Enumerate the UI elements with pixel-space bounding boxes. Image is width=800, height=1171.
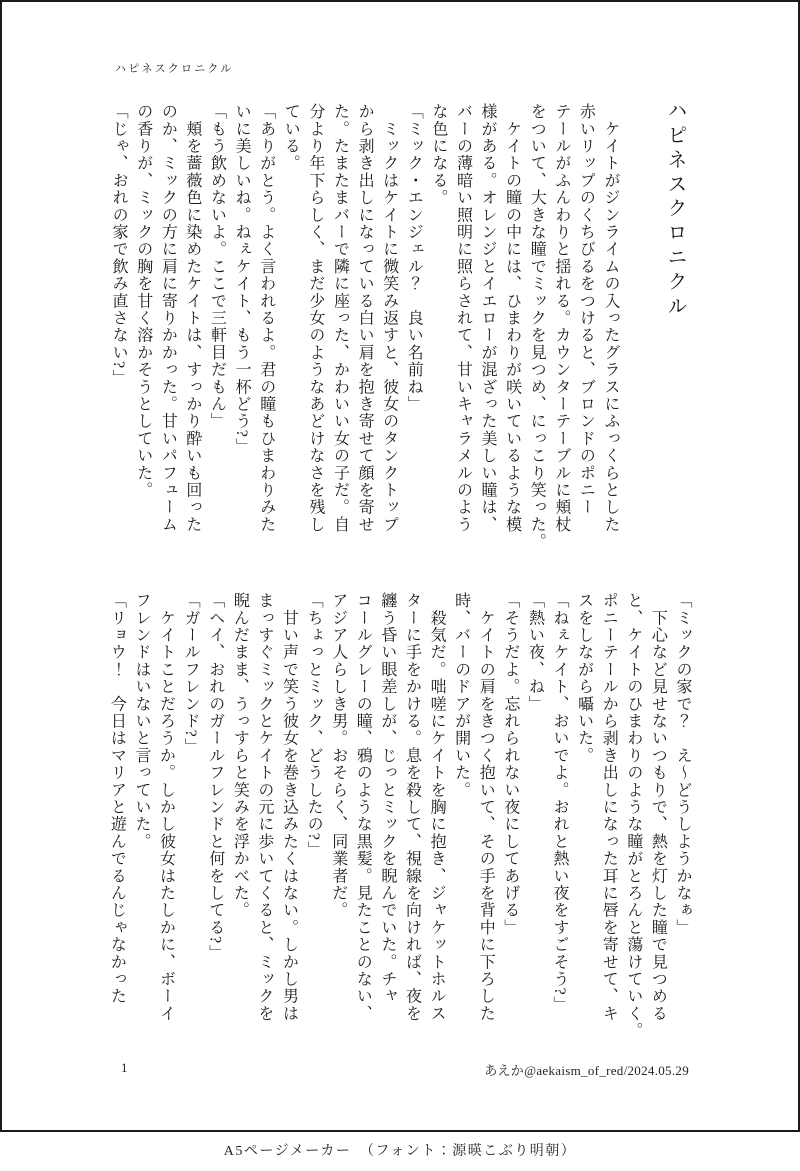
text-line: 「リョウ！ 今日はマリアと遊んでるんじゃなかった (108, 592, 126, 1005)
text-line: 時、バーのドアが開いた。 (452, 592, 470, 799)
text-line: 「ありがとう。よく言われるよ。君の瞳もひまわりみた (257, 103, 275, 533)
text-line: アジア人らしき男。おそらく、同業者だ。 (329, 592, 347, 919)
text-line: 睨んだまま、うっすらと笑みを浮かべた。 (231, 592, 249, 919)
text-line: 赤いリップのくちびるをつけると、ブロンドのポニー (577, 103, 595, 516)
page-number: 1 (121, 1060, 128, 1075)
text-line: と、ケイトのひまわりのような瞳がとろんと蕩けていく。 (624, 592, 642, 1040)
text-line: から剥き出しになっている白い肩を抱き寄せて顔を寄せ (356, 103, 374, 533)
text-line: 「じゃ、おれの家で飲み直さない?」 (110, 103, 128, 387)
text-line: ポニーテールから剥き出しになった耳に唇を寄せて、キ (600, 592, 618, 1022)
text-line: ターに手をかける。息を殺して、視線を向ければ、夜を (403, 592, 421, 1022)
text-line: た。たまたまバーで隣に座った、かわいい女の子だ。自 (331, 103, 349, 533)
text-line: ケイトことだろうか。しかし彼女はたしかに、ボーイ (157, 592, 175, 1022)
story-title: ハピネスクロニクル (664, 100, 686, 320)
text-line: ケイトがジンライムの入ったグラスにふっくらとした (602, 103, 619, 533)
text-line: をついて、大きな瞳でミックを見つめ、にっこり笑った。 (528, 103, 546, 551)
text-line: テールがふんわりと揺れる。カウンターテーブルに頬杖 (552, 103, 570, 533)
text-line: ている。 (282, 103, 300, 172)
text-line: ミックはケイトに微笑み返すと、彼女のタンクトップ (380, 103, 398, 533)
text-line: 分より年下らしく、まだ少女のようなあどけなさを残し (306, 103, 324, 533)
text-line: まっすぐミックとケイトの元に歩いてくると、ミックを (255, 592, 273, 1022)
text-line: のか、ミックの方に肩に寄りかかった。甘いパフューム (159, 103, 177, 533)
text-line: 「熱い夜、ね」 (526, 592, 544, 713)
text-line: な色になる。 (429, 103, 447, 207)
text-line: 「ミック・エンジェル？ 良い名前ね」 (405, 103, 423, 413)
text-line: 頬を薔薇色に染めたケイトは、すっかり酔いも回った (183, 103, 201, 533)
text-line: 「ねぇケイト、おいでよ。おれと熱い夜をすごそう?」 (551, 592, 569, 1014)
text-line: 纏う昏い眼差しが、じっとミックを睨んでいた。チャ (378, 592, 396, 1005)
text-line: フレンドはいないと言っていた。 (132, 592, 150, 850)
text-line: の香りが、ミックの胸を甘く溶かそうとしていた。 (134, 103, 152, 499)
text-line: 様がある。オレンジとイエローが混ざった美しい瞳は、 (479, 103, 497, 533)
lower-text-block (102, 592, 694, 1048)
text-line: ケイトの瞳の中には、ひまわりが咲いているような模 (503, 103, 521, 533)
text-line: 「ミックの家で？ え〜どうしようかなぁ」 (674, 592, 691, 936)
text-line: 「そうだよ。忘れられない夜にしてあげる」 (501, 592, 519, 936)
text-line: コールグレーの瞳、鴉のような黒髪。見たことのない、 (354, 592, 372, 1022)
text-line: ケイトの肩をきつく抱いて、その手を背中に下ろした (477, 592, 495, 1022)
text-line: 「もう飲めないよ。ここで三軒目だもん」 (208, 103, 226, 430)
generator-caption: A5ページメーカー （フォント：源暎こぶり明朝） (223, 1144, 577, 1159)
text-line: 「ガールフレンド?」 (182, 592, 200, 756)
text-line: 殺気だ。咄嗟にケイトを胸に抱き、ジャケットホルス (428, 592, 446, 1022)
upper-text-block (104, 103, 622, 559)
text-line: 「ヘイ、おれのガールフレンドと何をしてる?」 (206, 592, 224, 962)
running-head: ハピネスクロニクル (115, 63, 234, 75)
text-line: いに美しいね。ねぇケイト、もう一杯どう?」 (233, 103, 251, 456)
author-credit: あえか@aekaism_of_red/2024.05.29 (484, 1063, 689, 1078)
text-line: 「ちょっとミック、どうしたの?」 (305, 592, 323, 859)
text-line: 下心など見せないつもりで、熱を灯した瞳で見つめる (649, 592, 667, 1022)
text-line: スをしながら囁いた。 (575, 592, 593, 764)
text-line: 甘い声で笑う彼女を巻き込みたくはない。しかし男は (280, 592, 298, 1022)
text-line: バーの薄暗い照明に照らされて、甘いキャラメルのよう (454, 103, 472, 533)
